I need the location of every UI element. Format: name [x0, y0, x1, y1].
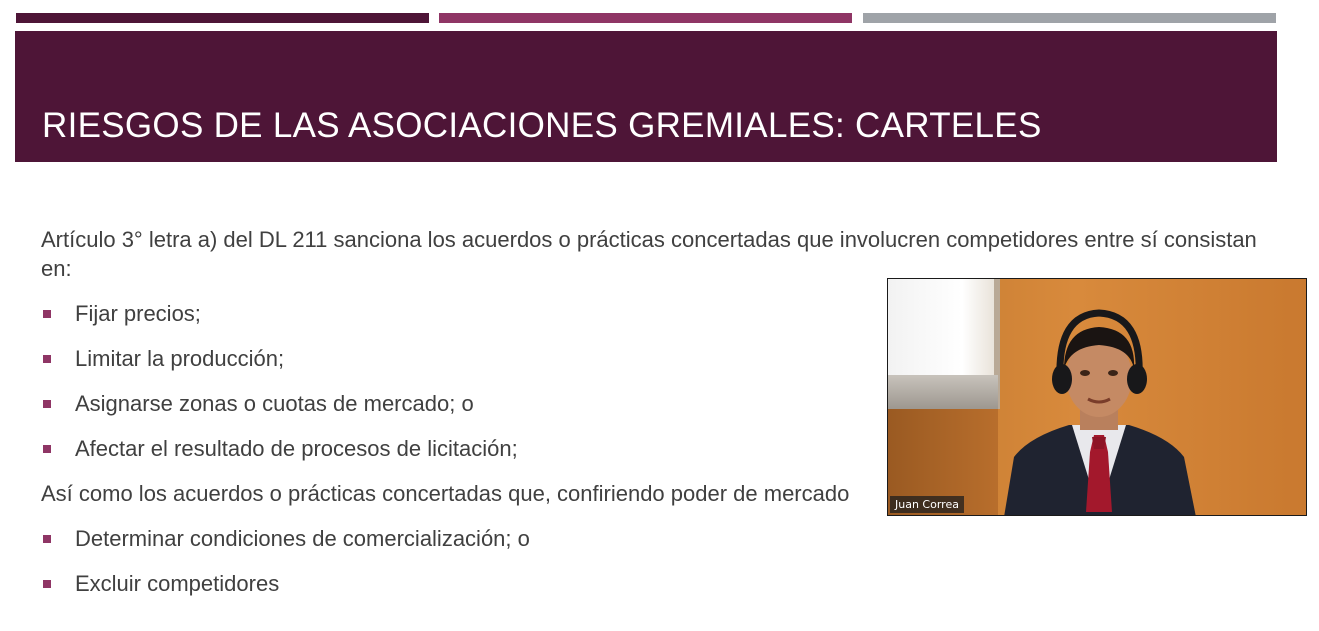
list-item: Fijar precios;	[41, 299, 1271, 328]
slide-title: RIESGOS DE LAS ASOCIACIONES GREMIALES: CARTELES	[42, 106, 1042, 145]
bullet-list-2	[41, 524, 1271, 598]
list-item: Asignarse zonas o cuotas de mercado; o	[41, 389, 1271, 418]
square-bullet-icon	[43, 400, 51, 408]
title-band	[15, 31, 1277, 162]
list-item: Determinar condiciones de comercialización; o	[41, 524, 1271, 553]
square-bullet-icon	[43, 535, 51, 543]
accent-bar-dark	[16, 13, 429, 23]
window-sill	[888, 375, 998, 409]
square-bullet-icon	[43, 445, 51, 453]
participant-video-tile[interactable]	[887, 278, 1307, 516]
square-bullet-icon	[43, 355, 51, 363]
participant-name-tag: Juan Correa	[890, 496, 964, 513]
list-item: Afectar el resultado de procesos de licitación;	[41, 434, 1271, 463]
list-item: Excluir competidores	[41, 569, 1271, 598]
participant-figure	[984, 307, 1214, 516]
middle-paragraph: Así como los acuerdos o prácticas concertadas que, confiriendo poder de mercado	[41, 481, 850, 506]
square-bullet-icon	[43, 310, 51, 318]
square-bullet-icon	[43, 580, 51, 588]
accent-bar-magenta	[439, 13, 852, 23]
accent-bar-gray	[863, 13, 1276, 23]
list-item: Limitar la producción;	[41, 344, 1271, 373]
intro-paragraph: Artículo 3° letra a) del DL 211 sanciona los acuerdos o prácticas concertadas que involucren competidores entre sí consistan en:	[41, 227, 1257, 281]
